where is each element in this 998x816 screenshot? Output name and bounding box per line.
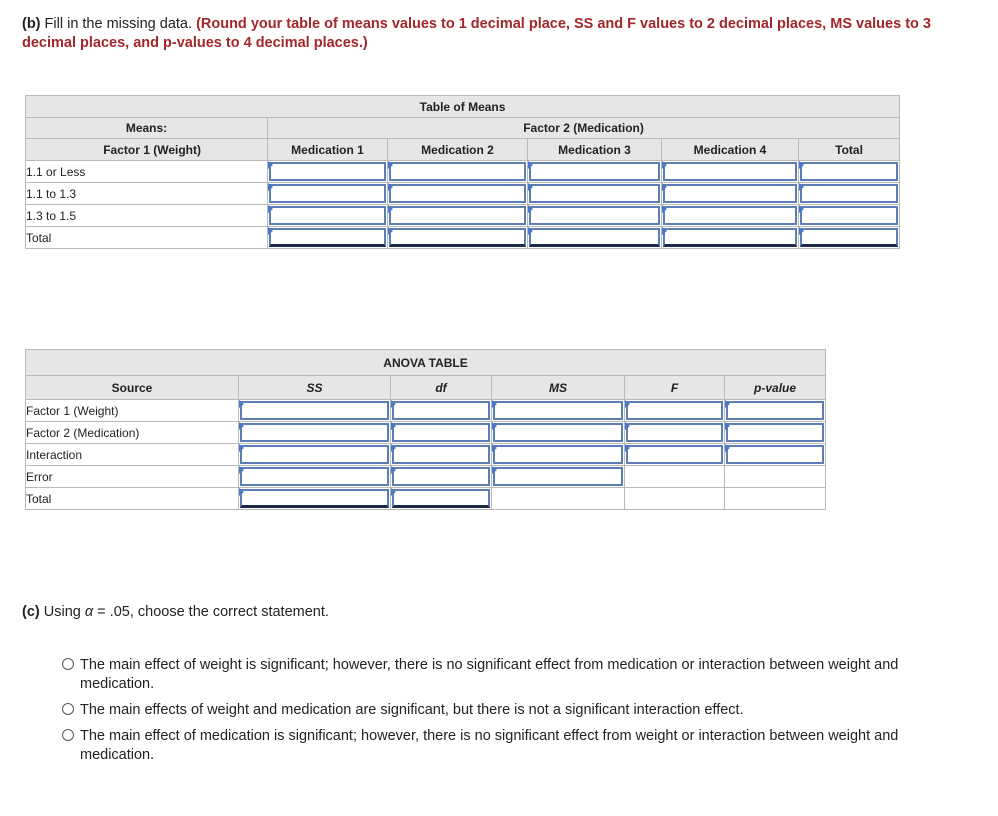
input-marker-icon [268,161,273,169]
mean-input[interactable] [269,184,386,203]
anova-row-error [26,466,826,488]
ms-cell[interactable] [492,422,625,444]
part-b-label: (b) [22,16,41,32]
input-marker-icon [799,227,804,235]
radio-button-icon[interactable] [62,703,74,715]
input-marker-icon [492,466,497,474]
anova-row-factor2 [26,422,826,444]
input-marker-icon [239,422,244,430]
input-marker-icon [799,183,804,191]
f-cell[interactable] [625,444,725,466]
answer-options [62,656,962,772]
input-marker-icon [388,183,393,191]
means-row-1-1-or-less [26,161,900,183]
input-marker-icon [725,444,730,452]
input-marker-icon [799,161,804,169]
ss-cell[interactable] [239,488,391,510]
ss-input[interactable] [240,401,389,420]
mean-cell[interactable] [528,227,662,249]
input-marker-icon [799,205,804,213]
part-c-label: (c) [22,604,40,620]
option-medication-significant[interactable] [62,727,962,765]
mean-cell[interactable] [799,183,900,205]
input-marker-icon [268,205,273,213]
factor1-label: Factor 1 (Weight) [26,139,268,161]
ms-cell[interactable] [492,466,625,488]
row-label: Factor 1 (Weight) [26,400,239,422]
input-marker-icon [492,444,497,452]
ss-input[interactable] [240,467,389,486]
empty-cell [625,488,725,510]
input-marker-icon [391,444,396,452]
input-marker-icon [239,488,244,496]
means-row-total [26,227,900,249]
mean-cell[interactable] [528,183,662,205]
row-label: Error [26,466,239,488]
mean-cell[interactable] [268,183,388,205]
f-input[interactable] [626,401,723,420]
mean-input[interactable] [529,184,660,203]
ss-cell[interactable] [239,444,391,466]
ss-cell[interactable] [239,466,391,488]
mean-cell[interactable] [388,227,528,249]
anova-row-total [26,488,826,510]
factor2-label: Factor 2 (Medication) [268,118,900,139]
mean-input[interactable] [389,184,526,203]
col-header-df: df [391,376,492,400]
mean-input[interactable] [529,162,660,181]
col-header-medication-1: Medication 1 [268,139,388,161]
mean-input[interactable] [800,184,898,203]
ms-cell[interactable] [492,444,625,466]
input-marker-icon [662,161,667,169]
ss-input[interactable] [240,489,389,508]
ss-cell[interactable] [239,422,391,444]
empty-cell [725,488,826,510]
p-value-cell[interactable] [725,422,826,444]
option-weight-significant[interactable] [62,656,962,694]
mean-cell[interactable] [662,161,799,183]
mean-cell[interactable] [528,161,662,183]
input-marker-icon [625,422,630,430]
mean-cell[interactable] [388,161,528,183]
mean-input[interactable] [389,228,526,247]
row-label: 1.1 or Less [26,161,268,183]
mean-input[interactable] [389,206,526,225]
input-marker-icon [388,161,393,169]
input-marker-icon [725,422,730,430]
input-marker-icon [528,161,533,169]
means-table [25,95,900,249]
row-label: Factor 2 (Medication) [26,422,239,444]
input-marker-icon [391,422,396,430]
mean-input[interactable] [269,228,386,247]
radio-button-icon[interactable] [62,729,74,741]
input-marker-icon [388,205,393,213]
part-b-text: Fill in the missing data. [40,16,197,32]
ms-input[interactable] [493,467,623,486]
mean-cell[interactable] [662,183,799,205]
p-value-input[interactable] [726,423,824,442]
mean-input[interactable] [800,162,898,181]
ss-cell[interactable] [239,400,391,422]
input-marker-icon [662,205,667,213]
df-input[interactable] [392,445,490,464]
mean-cell[interactable] [799,227,900,249]
mean-cell[interactable] [799,205,900,227]
f-input[interactable] [626,445,723,464]
col-header-f: F [625,376,725,400]
col-header-ms: MS [492,376,625,400]
input-marker-icon [725,400,730,408]
mean-input[interactable] [389,162,526,181]
ms-input[interactable] [493,423,623,442]
col-header-p-value: p-value [725,376,826,400]
row-label: 1.3 to 1.5 [26,205,268,227]
option-text: The main effect of medication is significant; however, there is no significant effect from weight or interaction between weight and medication. [80,728,899,763]
df-input[interactable] [392,467,490,486]
col-header-source: Source [26,376,239,400]
col-header-ss: SS [239,376,391,400]
mean-cell[interactable] [799,161,900,183]
f-input[interactable] [626,423,723,442]
means-label: Means: [26,118,268,139]
ss-input[interactable] [240,423,389,442]
df-cell[interactable] [391,444,492,466]
input-marker-icon [662,183,667,191]
df-input[interactable] [392,423,490,442]
ms-input[interactable] [493,401,623,420]
means-table-caption: Table of Means [26,96,900,118]
input-marker-icon [492,400,497,408]
part-c-question [22,604,329,620]
mean-cell[interactable] [268,161,388,183]
ss-input[interactable] [240,445,389,464]
mean-input[interactable] [800,206,898,225]
input-marker-icon [268,183,273,191]
f-cell[interactable] [625,400,725,422]
input-marker-icon [239,400,244,408]
mean-cell[interactable] [662,205,799,227]
df-cell[interactable] [391,422,492,444]
input-marker-icon [239,444,244,452]
p-value-input[interactable] [726,445,824,464]
input-marker-icon [528,183,533,191]
input-marker-icon [239,466,244,474]
df-cell[interactable] [391,488,492,510]
col-header-medication-3: Medication 3 [528,139,662,161]
input-marker-icon [391,488,396,496]
p-value-input[interactable] [726,401,824,420]
p-value-cell[interactable] [725,400,826,422]
input-marker-icon [492,422,497,430]
row-label: Total [26,488,239,510]
alpha-symbol: α [84,604,94,620]
mean-input[interactable] [663,162,797,181]
input-marker-icon [528,227,533,235]
input-marker-icon [528,205,533,213]
anova-table [25,349,826,510]
part-c-text-after: = .05, choose the correct statement. [93,604,329,620]
empty-cell [492,488,625,510]
mean-input[interactable] [529,228,660,247]
col-header-total: Total [799,139,900,161]
anova-row-factor1 [26,400,826,422]
df-cell[interactable] [391,400,492,422]
mean-cell[interactable] [268,205,388,227]
input-marker-icon [391,400,396,408]
row-label: 1.1 to 1.3 [26,183,268,205]
p-value-cell[interactable] [725,444,826,466]
anova-table-caption: ANOVA TABLE [26,350,826,376]
df-input[interactable] [392,489,490,508]
mean-input[interactable] [800,228,898,247]
anova-row-interaction [26,444,826,466]
row-label: Total [26,227,268,249]
mean-cell[interactable] [528,205,662,227]
mean-input[interactable] [269,206,386,225]
ms-input[interactable] [493,445,623,464]
f-cell[interactable] [625,422,725,444]
mean-cell[interactable] [388,183,528,205]
part-c-text-before: Using [39,604,85,620]
input-marker-icon [662,227,667,235]
row-label: Interaction [26,444,239,466]
option-text: The main effect of weight is significant; however, there is no significant effect from medication or interaction between weight and medication. [80,657,899,692]
mean-cell[interactable] [388,205,528,227]
input-marker-icon [625,444,630,452]
input-marker-icon [625,400,630,408]
col-header-medication-4: Medication 4 [662,139,799,161]
means-row-1-3-to-1-5 [26,205,900,227]
input-marker-icon [391,466,396,474]
df-input[interactable] [392,401,490,420]
option-text: The main effects of weight and medication are significant, but there is not a significant interaction effect. [80,702,744,718]
part-b-instructions [22,15,972,53]
mean-cell[interactable] [268,227,388,249]
mean-cell[interactable] [662,227,799,249]
mean-input[interactable] [269,162,386,181]
option-weight-and-medication-significant[interactable] [62,701,962,720]
ms-cell[interactable] [492,400,625,422]
mean-input[interactable] [663,206,797,225]
mean-input[interactable] [529,206,660,225]
df-cell[interactable] [391,466,492,488]
empty-cell [725,466,826,488]
mean-input[interactable] [663,228,797,247]
radio-button-icon[interactable] [62,658,74,670]
mean-input[interactable] [663,184,797,203]
col-header-medication-2: Medication 2 [388,139,528,161]
input-marker-icon [388,227,393,235]
means-row-1-1-to-1-3 [26,183,900,205]
rounding-instruction: (Round your table of means values to 1 decimal place, SS and F values to 2 decimal places, MS values to 3 decimal places, and p-values to 4 decimal places.) [22,16,931,51]
input-marker-icon [268,227,273,235]
empty-cell [625,466,725,488]
